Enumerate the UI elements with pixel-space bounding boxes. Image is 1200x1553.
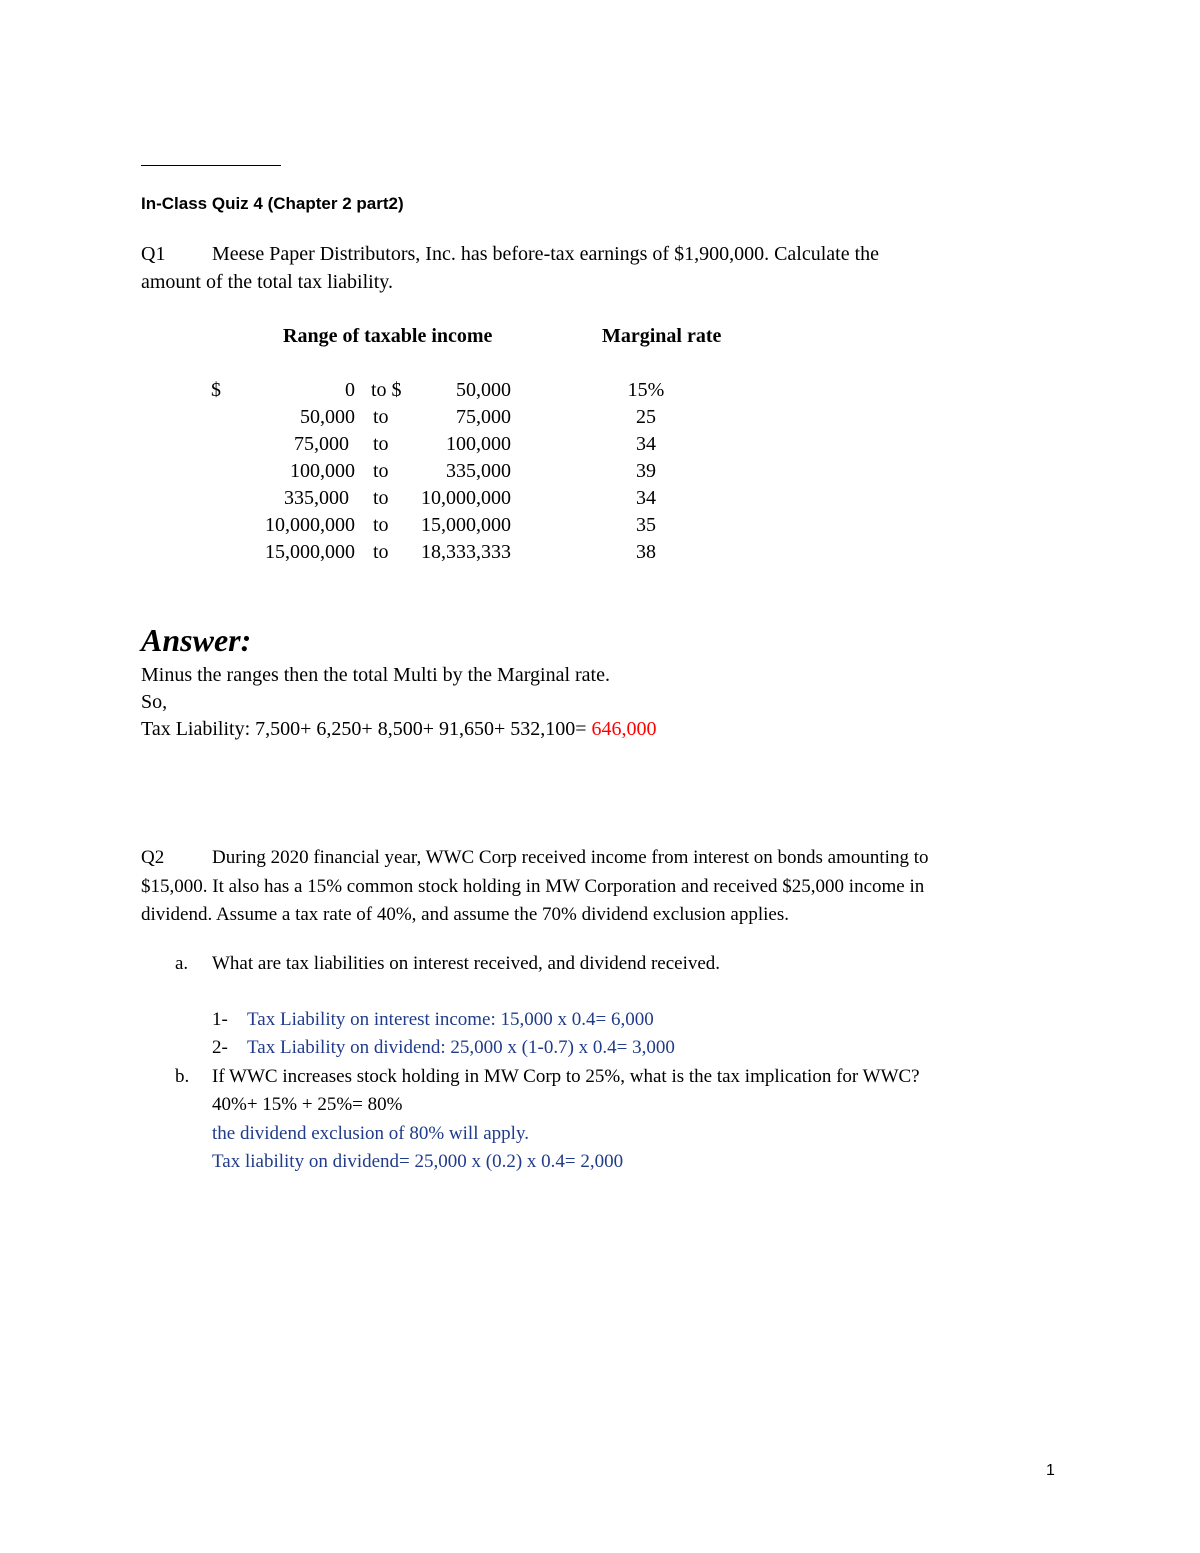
row-to: 18,333,333 [421,541,511,563]
row-from: 75,000 [294,433,349,455]
answer-line2: So, [141,691,168,713]
row-to-word: to [373,433,389,455]
row-to: 100,000 [446,433,511,455]
part-b-calc: 40%+ 15% + 25%= 80% [212,1094,403,1115]
row-rate: 15% [627,379,665,401]
row-to-word: to $ [371,379,402,401]
q2-text-line1: During 2020 financial year, WWC Corp received income from interest on bonds amounting to [212,847,929,868]
part-a-answer-2-marker: 2- [212,1037,228,1058]
table-header-range: Range of taxable income [283,325,493,347]
q1-label: Q1 [141,243,166,265]
row-rate: 25 [636,406,656,428]
row-to-word: to [373,460,389,482]
row-to-word: to [373,514,389,536]
part-b-question: If WWC increases stock holding in MW Corp to 25%, what is the tax implication for WWC? [212,1066,920,1087]
part-b-marker: b. [175,1066,190,1087]
row-rate: 35 [636,514,656,536]
part-a-answer-1: Tax Liability on interest income: 15,000 x 0.4= 6,000 [247,1009,654,1030]
row-to: 335,000 [446,460,511,482]
tax-liability-calc: Tax Liability: 7,500+ 6,250+ 8,500+ 91,650+ 532,100= [141,718,592,740]
part-b-answer-line1: the dividend exclusion of 80% will apply. [212,1123,529,1144]
part-a-answer-2: Tax Liability on dividend: 25,000 x (1-0.7) x 0.4= 3,000 [247,1037,675,1058]
row-to: 75,000 [456,406,511,428]
answer-line1: Minus the ranges then the total Multi by the Marginal rate. [141,664,610,686]
row-to-word: to [373,487,389,509]
row-from: 335,000 [284,487,349,509]
table-header-rate: Marginal rate [602,325,722,347]
page-number: 1 [1046,1462,1055,1479]
row-to-word: to [373,406,389,428]
row-to: 15,000,000 [421,514,511,536]
row-to-word: to [373,541,389,563]
part-a-marker: a. [175,953,189,974]
quiz-title: In-Class Quiz 4 (Chapter 2 part2) [141,194,404,213]
row-from: 50,000 [300,406,355,428]
header-rule [141,165,281,166]
row-from: 100,000 [290,460,355,482]
q2-label: Q2 [141,847,165,868]
row-rate: 34 [636,487,656,509]
tax-liability-total: 646,000 [591,718,657,740]
part-a-question: What are tax liabilities on interest received, and dividend received. [212,953,721,974]
q1-text-line1: Meese Paper Distributors, Inc. has before-tax earnings of $1,900,000. Calculate the [212,243,880,265]
row-to: 50,000 [456,379,511,401]
q2-text-line2: $15,000. It also has a 15% common stock holding in MW Corporation and received $25,000 income in [141,876,925,897]
row-to: 10,000,000 [421,487,511,509]
row-rate: 34 [636,433,656,455]
row-from: 10,000,000 [265,514,355,536]
row-from: 0 [345,379,355,401]
q1-text-line2: amount of the total tax liability. [141,271,393,293]
tax-liability-line [141,718,657,741]
q2-text-line3: dividend. Assume a tax rate of 40%, and assume the 70% dividend exclusion applies. [141,904,789,925]
part-a-answer-1-marker: 1- [212,1009,228,1030]
answer-title: Answer: [141,622,252,658]
row-rate: 38 [636,541,656,563]
table-currency-symbol: $ [211,379,221,401]
row-rate: 39 [636,460,656,482]
row-from: 15,000,000 [265,541,355,563]
part-b-answer-line2: Tax liability on dividend= 25,000 x (0.2) x 0.4= 2,000 [212,1151,624,1172]
